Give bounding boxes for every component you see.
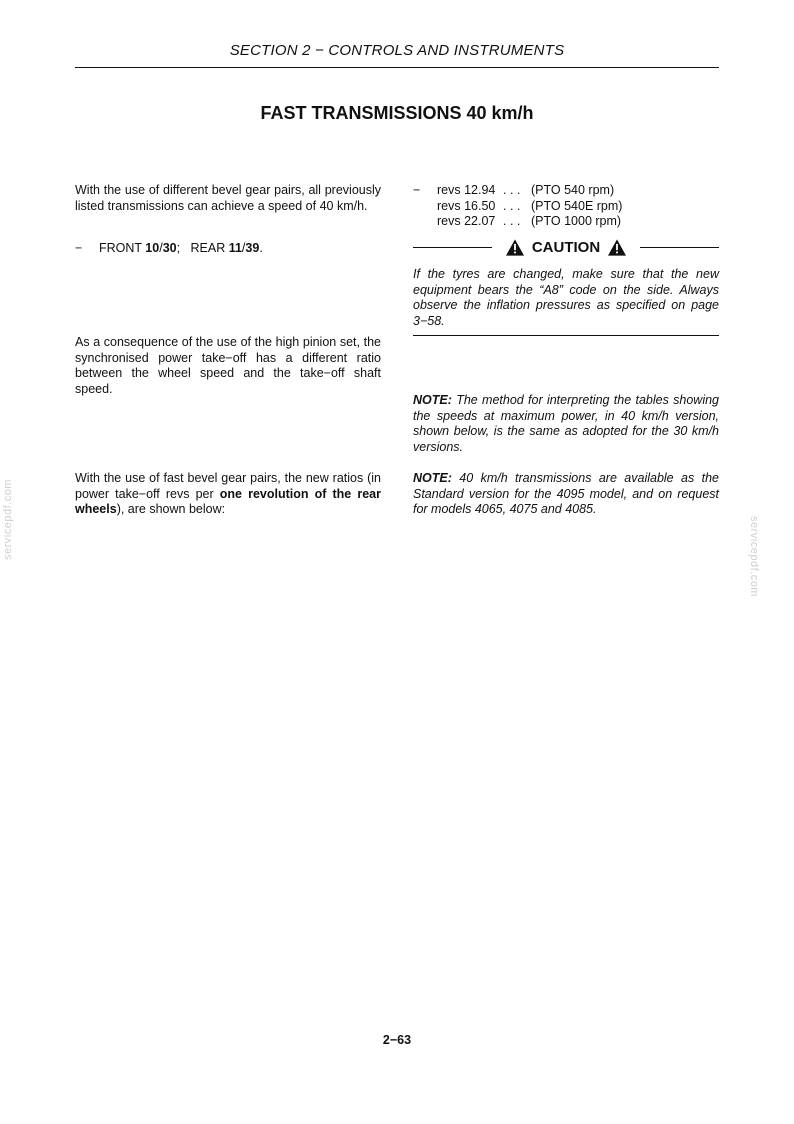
revs-label: (PTO 1000 rpm) bbox=[531, 214, 622, 228]
revs-row bbox=[413, 214, 622, 230]
ratios-text bbox=[75, 471, 381, 518]
rear-end: . bbox=[259, 241, 263, 255]
front-value-a: 10 bbox=[145, 241, 160, 255]
note-body: The method for interpreting the tables showing the speeds at maximum power, in 40 km/h version, shown below, is the same as adopted for the 30 km/h versions. bbox=[413, 393, 719, 454]
front-end: ; bbox=[176, 241, 181, 255]
caution-label: CAUTION bbox=[531, 238, 601, 256]
watermark-left: servicepdf.com bbox=[2, 479, 14, 560]
caution-banner bbox=[413, 236, 719, 258]
caution-end-rule bbox=[413, 335, 719, 336]
front-label: FRONT bbox=[99, 241, 146, 255]
ratios-text-start: With the use of fast bevel gear pairs, the new ratios (in power take−off revs per bbox=[75, 471, 381, 501]
revs-dash bbox=[413, 199, 437, 215]
gear-ratio-item bbox=[75, 241, 263, 255]
revs-row bbox=[413, 199, 622, 215]
list-dash: − bbox=[75, 241, 83, 255]
revs-dots: . . . bbox=[503, 214, 521, 228]
front-value-b: 30 bbox=[162, 241, 177, 255]
intro-text: With the use of different bevel gear pairs, all previously listed transmissions can achieve a speed of 40 km/h. bbox=[75, 183, 381, 213]
caution-paragraph bbox=[413, 267, 719, 329]
revs-dots: . . . bbox=[503, 198, 521, 213]
rear-label: REAR bbox=[190, 241, 229, 255]
page-title: FAST TRANSMISSIONS 40 km/h bbox=[260, 103, 534, 123]
rear-separator: / bbox=[241, 241, 246, 255]
page-number: 2−63 bbox=[382, 1033, 412, 1047]
section-header: SECTION 2 − CONTROLS AND INSTRUMENTS bbox=[229, 42, 565, 59]
caution-rule-right bbox=[640, 247, 719, 248]
revs-value: revs 22.07 bbox=[437, 214, 496, 228]
note-text bbox=[413, 471, 719, 518]
warning-icon bbox=[608, 239, 626, 256]
rear-value-b: 39 bbox=[245, 241, 260, 255]
front-separator: / bbox=[159, 241, 163, 255]
revs-dots: . . . bbox=[503, 183, 521, 197]
note-label: NOTE: bbox=[413, 393, 452, 407]
revs-dash bbox=[413, 214, 437, 230]
caution-text: If the tyres are changed, make sure that the new equipment bears the “A8” code on the side. Always observe the inflation pressures as specified on page 3−58. bbox=[413, 267, 719, 328]
caution-rule-left bbox=[413, 247, 492, 248]
watermark-right: servicepdf.com bbox=[748, 516, 760, 597]
pinion-paragraph bbox=[75, 335, 381, 397]
revs-value: revs 16.50 bbox=[437, 198, 496, 213]
note-availability bbox=[413, 471, 719, 518]
header-rule bbox=[75, 67, 719, 68]
revs-value: revs 12.94 bbox=[437, 183, 496, 197]
ratios-text-bold: one revolution of the rear wheels bbox=[75, 486, 381, 516]
revs-label: (PTO 540E rpm) bbox=[531, 198, 623, 213]
revs-dash: − bbox=[413, 183, 421, 197]
note-text bbox=[413, 393, 719, 455]
intro-paragraph bbox=[75, 183, 381, 214]
ratios-paragraph bbox=[75, 471, 381, 518]
pinion-text: As a consequence of the use of the high pinion set, the synchronised power take−off has a different ratio between the wheel speed and the take−off shaft speed. bbox=[75, 335, 381, 396]
warning-icon bbox=[506, 239, 524, 256]
note-body: 40 km/h transmissions are available as the Standard version for the 4095 model, and on request for models 4065, 4075 and 4085. bbox=[413, 471, 719, 516]
note-interpretation bbox=[413, 393, 719, 455]
ratios-text-end: ), are shown below: bbox=[116, 502, 226, 516]
revs-label: (PTO 540 rpm) bbox=[531, 183, 615, 197]
note-label: NOTE: bbox=[413, 471, 452, 485]
revs-row bbox=[413, 183, 622, 199]
revs-list bbox=[413, 183, 622, 230]
rear-value-a: 11 bbox=[228, 241, 242, 255]
